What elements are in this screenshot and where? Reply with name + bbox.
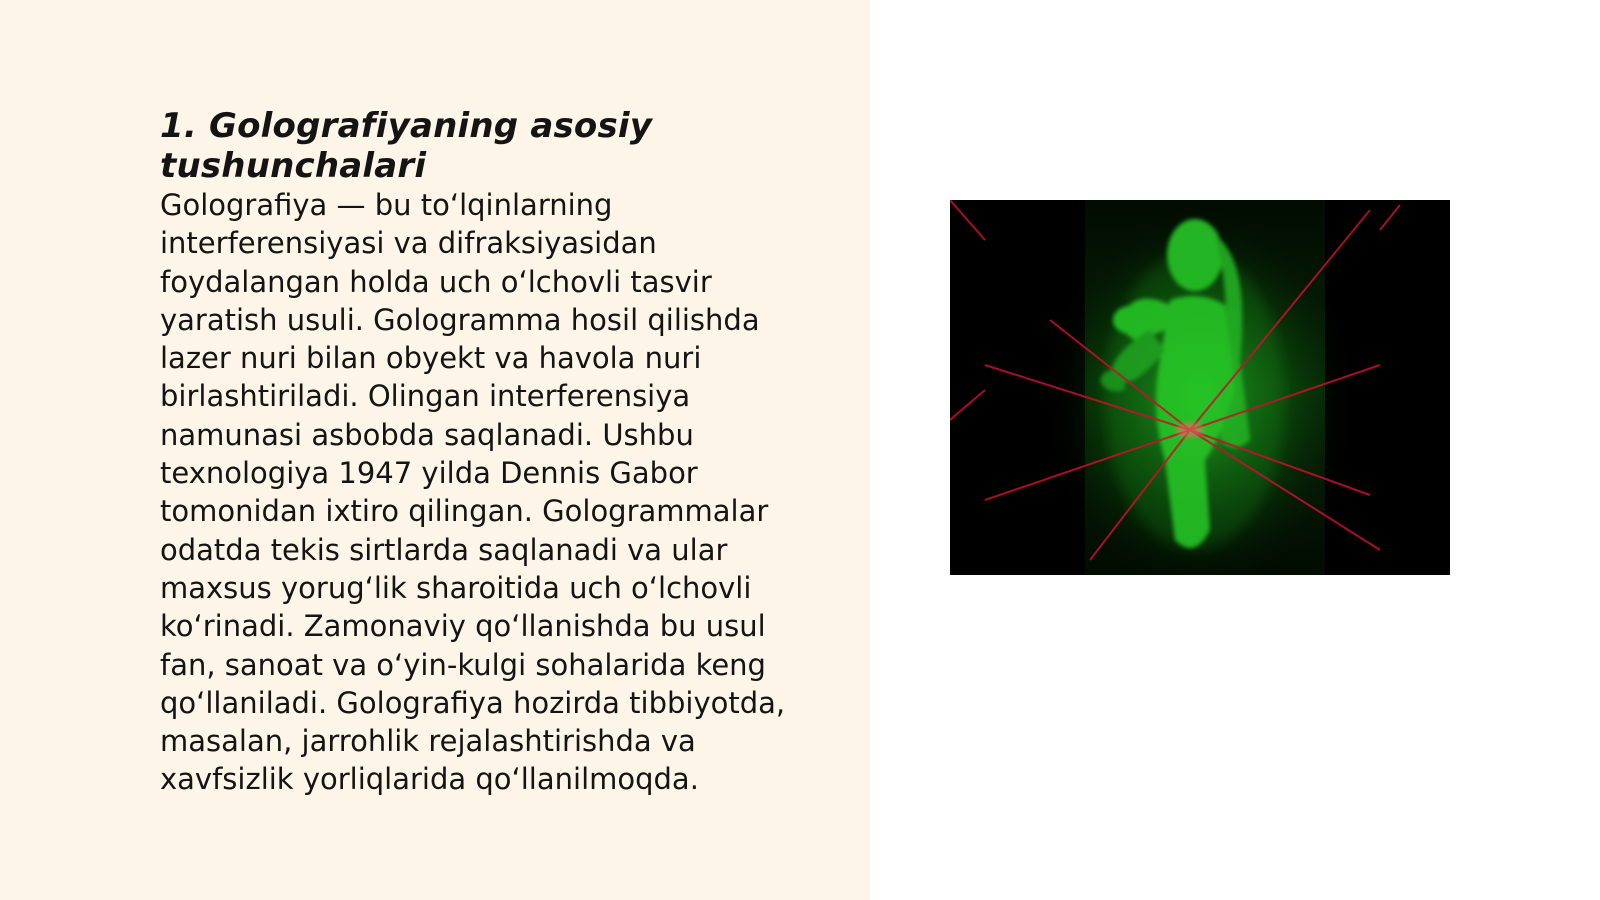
hologram-illustration <box>950 200 1450 575</box>
hologram-image <box>950 200 1450 575</box>
slide-title: 1. Golografiyaning asosiy tushunchalari <box>160 106 653 186</box>
slide-body-text: Golografiya — bu toʻlqinlarning interferensiyasi va difraksiyasidan foydalangan holda uch oʻlchovli tasvir yaratish usuli. Gologramma hosil qilishda lazer nuri bilan obyekt va havola nuri birlashtiriladi. Olingan interferensiya namunasi asbobda saqlanadi. Ushbu texnologiya 1947 yilda Dennis Gabor tomonidan ixtiro qilingan. Gologrammalar odatda tekis sirtlarda saqlanadi va ular maxsus yorugʻlik sharoitida uch oʻlchovli koʻrinadi. Zamonaviy qoʻllanishda bu usul fan, sanoat va oʻyin-kulgi sohalarida keng qoʻllaniladi. Golografiya hozirda tibbiyotda, masalan, jarrohlik rejalashtirishda va xavfsizlik yorliqlarida qoʻllanilmoqda. <box>160 188 786 797</box>
